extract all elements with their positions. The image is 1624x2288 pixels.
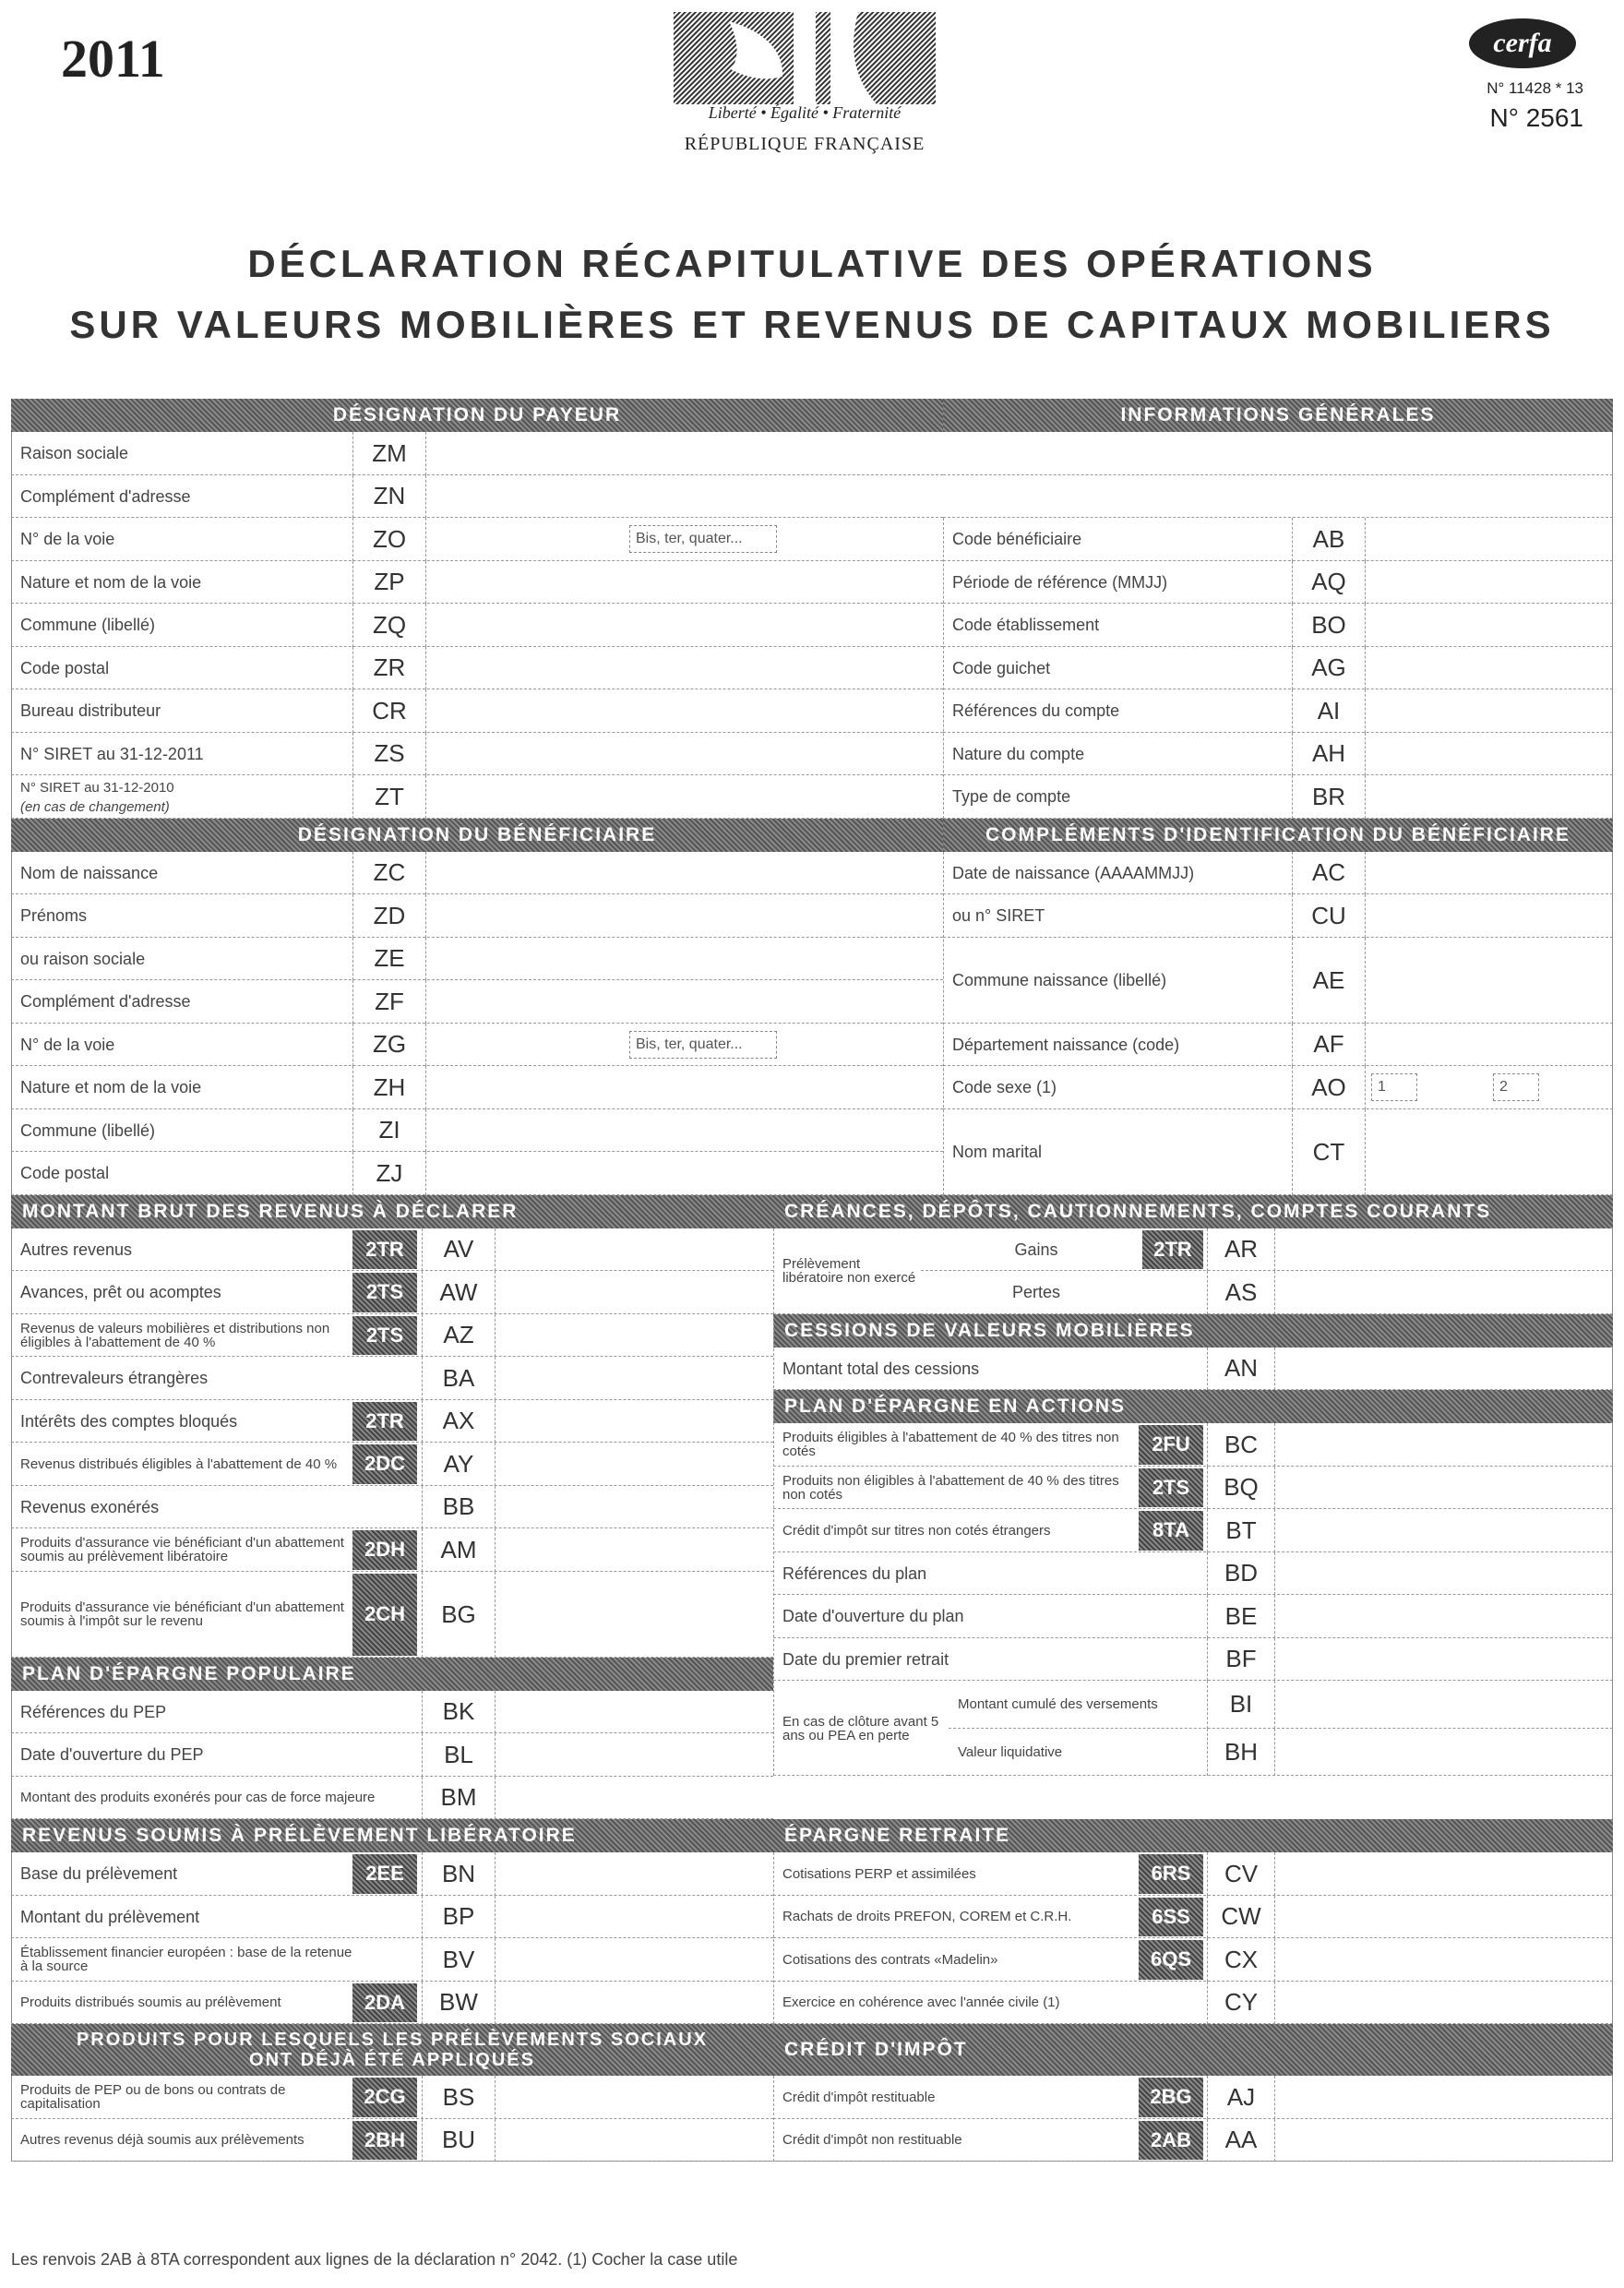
pea-code: BF [1207, 1638, 1275, 1682]
retraite-input[interactable] [1275, 1938, 1613, 1982]
creances-sublabel: Pertes [1011, 1283, 1061, 1302]
cloture-input[interactable] [1275, 1681, 1613, 1729]
complement-input[interactable] [1366, 894, 1613, 938]
montant-code: AV [422, 1228, 496, 1272]
payeur-code: ZM [352, 432, 426, 475]
retraite-input[interactable] [1275, 1852, 1613, 1896]
payeur-code: ZS [352, 733, 426, 776]
montant-label: Autres revenus [20, 1240, 133, 1259]
pep-input[interactable] [496, 1733, 773, 1777]
line-reference: 2TR [352, 1402, 417, 1442]
cerfa-logo [1467, 17, 1578, 70]
beneficiaire-input[interactable] [426, 852, 943, 895]
creances-input[interactable] [1275, 1228, 1613, 1272]
republic-name: RÉPUBLIQUE FRANÇAISE [684, 134, 925, 154]
divider [773, 1228, 774, 1777]
montant-input[interactable] [496, 1528, 773, 1572]
complement-label: ou n° SIRET [952, 906, 1045, 926]
payeur-code: ZO [352, 518, 426, 561]
cloture-label: En cas de clôture avant 5 ans ou PEA en perte [782, 1713, 939, 1743]
pea-input[interactable] [1275, 1423, 1613, 1467]
creances-label: Prélèvement libératoire non exercé [782, 1256, 916, 1286]
section-pea: PLAN D'ÉPARGNE EN ACTIONS [773, 1390, 1613, 1423]
pea-label: Références du plan [782, 1563, 927, 1583]
complement-input[interactable] [1366, 1109, 1613, 1195]
complement-input[interactable] [1366, 852, 1613, 895]
creances-code: AR [1207, 1228, 1275, 1272]
pea-label: Date du premier retrait [782, 1649, 949, 1669]
credit-label: Crédit d'impôt non restituable [782, 2132, 962, 2149]
pep-code: BK [422, 1691, 496, 1734]
cloture-input[interactable] [1275, 1729, 1613, 1777]
form-title-line-1: DÉCLARATION RÉCAPITULATIVE DES OPÉRATIONS [247, 242, 1377, 285]
beneficiaire-input[interactable] [426, 1066, 943, 1109]
credit-code: AA [1207, 2119, 1275, 2162]
info-input[interactable] [1366, 733, 1613, 776]
info-input[interactable] [1366, 689, 1613, 733]
pea-input[interactable] [1275, 1552, 1613, 1596]
sex-option-2[interactable]: 2 [1493, 1073, 1539, 1101]
info-input[interactable] [1366, 561, 1613, 605]
pea-code: BC [1207, 1423, 1275, 1467]
beneficiaire-code: ZG [352, 1024, 426, 1067]
info-input[interactable] [1366, 775, 1613, 819]
payeur-label: N° de la voie [20, 530, 115, 549]
beneficiaire-label: Nature et nom de la voie [20, 1078, 202, 1097]
payeur-label: Commune (libellé) [20, 616, 156, 635]
montant-label: Revenus de valeurs mobilières et distributions non éligibles à l'abattement de 40 % [20, 1320, 330, 1350]
pep-code: BM [422, 1777, 496, 1820]
beneficiaire-code: ZC [352, 852, 426, 895]
prelevement-input[interactable] [496, 1938, 773, 1982]
line-reference: 2TS [352, 1273, 417, 1312]
info-code: AB [1292, 518, 1366, 561]
montant-input[interactable] [496, 1443, 773, 1486]
pea-code: BQ [1207, 1467, 1275, 1510]
beneficiaire-code: ZI [352, 1109, 426, 1153]
complement-input[interactable] [1366, 938, 1613, 1024]
payeur-input[interactable] [426, 647, 943, 690]
payeur-label: Bureau distributeur [20, 701, 161, 721]
montant-code: BG [422, 1572, 496, 1658]
cerfa-number: N° 11428 * 13 [1487, 79, 1583, 97]
divider [773, 2076, 774, 2162]
retraite-input[interactable] [1275, 1982, 1613, 2025]
section-pep: PLAN D'ÉPARGNE POPULAIRE [11, 1658, 773, 1691]
divider [943, 518, 944, 819]
beneficiaire-input[interactable] [426, 980, 943, 1024]
payeur-row-wide [943, 475, 1613, 519]
payeur-label: Code postal [20, 658, 110, 677]
prelevement-label: Établissement financier européen : base de la retenue à la source [20, 1945, 352, 1975]
montant-label: Revenus exonérés [20, 1497, 160, 1516]
line-reference: 2DC [352, 1444, 417, 1484]
montant-code: AZ [422, 1314, 496, 1358]
payeur-label: Raison sociale [20, 444, 129, 463]
info-code: AI [1292, 689, 1366, 733]
sociaux-input[interactable] [496, 2076, 773, 2119]
payeur-code: ZQ [352, 604, 426, 647]
info-code: BR [1292, 775, 1366, 819]
section-cessions: CESSIONS DE VALEURS MOBILIÈRES [773, 1314, 1613, 1348]
info-code: AG [1292, 647, 1366, 690]
creances-input[interactable] [1275, 1271, 1613, 1314]
pea-input[interactable] [1275, 1467, 1613, 1510]
bis-ter-field[interactable]: Bis, ter, quater... [629, 1031, 777, 1059]
montant-code: AM [422, 1528, 496, 1572]
credit-code: AJ [1207, 2076, 1275, 2119]
section-creances: CRÉANCES, DÉPÔTS, CAUTIONNEMENTS, COMPTES COURANTS [773, 1195, 1613, 1228]
section-sociaux [11, 2024, 773, 2076]
form-title-line-2: SUR VALEURS MOBILIÈRES ET REVENUS DE CAPITAUX MOBILIERS [69, 303, 1555, 346]
cloture-sublabel: Montant cumulé des versements [958, 1696, 1158, 1713]
section-prelevement: REVENUS SOUMIS À PRÉLÈVEMENT LIBÉRATOIRE [11, 1819, 773, 1852]
info-input[interactable] [1366, 518, 1613, 561]
montant-code: AY [422, 1443, 496, 1486]
complement-label: Département naissance (code) [952, 1035, 1180, 1054]
line-reference: 2BG [1139, 2078, 1203, 2117]
complement-code: CU [1292, 894, 1366, 938]
beneficiaire-input[interactable] [426, 938, 943, 981]
prelevement-code: BV [422, 1938, 496, 1982]
pep-input[interactable] [496, 1691, 773, 1734]
cessions-input[interactable] [1275, 1348, 1613, 1391]
info-input[interactable] [1366, 604, 1613, 647]
pea-code: BD [1207, 1552, 1275, 1596]
prelevement-code: BN [422, 1852, 496, 1896]
retraite-label: Cotisations des contrats «Madelin» [782, 1951, 998, 1968]
info-input[interactable] [1366, 647, 1613, 690]
montant-input[interactable] [496, 1314, 773, 1358]
montant-input[interactable] [496, 1572, 773, 1658]
complement-code: AO [1292, 1066, 1366, 1109]
prelevement-input[interactable] [496, 1896, 773, 1939]
prelevement-label: Produits distribués soumis au prélèvement [20, 1995, 281, 2011]
line-reference: 2BH [352, 2121, 417, 2161]
sociaux-label: Autres revenus déjà soumis aux prélèvements [20, 2132, 304, 2149]
line-reference: 2TS [1139, 1468, 1203, 1508]
payeur-label: N° SIRET au 31-12-2011 [20, 744, 204, 763]
prelevement-label: Montant du prélèvement [20, 1907, 200, 1926]
prelevement-code: BW [422, 1982, 496, 2025]
payeur-label: Nature et nom de la voie [20, 572, 202, 592]
beneficiaire-label: ou raison sociale [20, 949, 146, 968]
montant-input[interactable] [496, 1486, 773, 1529]
section-retraite: ÉPARGNE RETRAITE [773, 1819, 1613, 1852]
credit-input[interactable] [1275, 2076, 1613, 2119]
info-label: Type de compte [952, 787, 1071, 807]
line-reference: 2CH [352, 1574, 417, 1656]
beneficiaire-input[interactable] [426, 894, 943, 938]
prelevement-code: BP [422, 1896, 496, 1939]
form-year: 2011 [61, 29, 165, 89]
payeur-code: ZT [352, 775, 426, 819]
complement-code: CT [1292, 1109, 1366, 1195]
payeur-sublabel: (en cas de changement) [20, 798, 170, 815]
payeur-code: CR [352, 689, 426, 733]
beneficiaire-input[interactable] [426, 1109, 943, 1153]
info-label: Code bénéficiaire [952, 530, 1082, 549]
retraite-code: CW [1207, 1896, 1275, 1939]
beneficiaire-label: Prénoms [20, 906, 88, 926]
payeur-code: ZR [352, 647, 426, 690]
section-sociaux-line-1: PRODUITS POUR LESQUELS LES PRÉLÈVEMENTS SOCIAUX [76, 2030, 709, 2050]
divider [773, 1852, 774, 2024]
pep-label: Date d'ouverture du PEP [20, 1745, 204, 1765]
prelevement-label: Base du prélèvement [20, 1864, 178, 1884]
beneficiaire-code: ZF [352, 980, 426, 1024]
line-reference: 8TA [1139, 1511, 1203, 1551]
complement-label: Commune naissance (libellé) [952, 971, 1167, 989]
line-reference: 2FU [1139, 1425, 1203, 1465]
retraite-code: CY [1207, 1982, 1275, 2025]
creances-block [773, 1228, 921, 1314]
pea-input[interactable] [1275, 1595, 1613, 1638]
complement-code: AF [1292, 1024, 1366, 1067]
payeur-input[interactable] [426, 561, 943, 605]
divider [943, 852, 944, 1195]
cloture-code: BH [1207, 1729, 1275, 1777]
info-label: Code guichet [952, 658, 1051, 677]
montant-code: AW [422, 1271, 496, 1314]
info-label: Références du compte [952, 701, 1120, 721]
pep-input[interactable] [496, 1777, 773, 1820]
payeur-code: ZN [352, 475, 426, 519]
footer-note: Les renvois 2AB à 8TA correspondent aux lignes de la déclaration n° 2042. (1) Cocher la case utile [11, 2250, 738, 2269]
pea-input[interactable] [1275, 1509, 1613, 1552]
montant-input[interactable] [496, 1357, 773, 1400]
section-sociaux-line-2: ONT DÉJÀ ÉTÉ APPLIQUÉS [249, 2050, 535, 2070]
pea-input[interactable] [1275, 1638, 1613, 1682]
pep-code: BL [422, 1733, 496, 1777]
retraite-code: CV [1207, 1852, 1275, 1896]
beneficiaire-code: ZH [352, 1066, 426, 1109]
pea-label: Produits non éligibles à l'abattement de 40 % des titres non cotés [782, 1472, 1119, 1503]
complement-code: AE [1292, 938, 1366, 1024]
montant-input[interactable] [496, 1400, 773, 1443]
sociaux-label: Produits de PEP ou de bons ou contrats de capitalisation [20, 2082, 286, 2113]
line-reference: 2AB [1139, 2121, 1203, 2161]
marianne-logo [674, 7, 936, 118]
payeur-input[interactable] [426, 689, 943, 733]
retraite-input[interactable] [1275, 1896, 1613, 1939]
retraite-label: Rachats de droits PREFON, COREM et C.R.H. [782, 1909, 1072, 1925]
section-complements: COMPLÉMENTS D'IDENTIFICATION DU BÉNÉFICIAIRE [943, 819, 1613, 852]
republic-motto: Liberté • Égalité • Fraternité [708, 103, 902, 122]
montant-code: BB [422, 1486, 496, 1529]
svg-text:cerfa: cerfa [1493, 28, 1552, 58]
section-credit: CRÉDIT D'IMPÔT [773, 2024, 1613, 2076]
montant-input[interactable] [496, 1271, 773, 1314]
prelevement-input[interactable] [496, 1852, 773, 1896]
beneficiaire-label: Complément d'adresse [20, 992, 191, 1012]
line-reference: 2EE [352, 1854, 417, 1894]
complement-label: Code sexe (1) [952, 1078, 1057, 1097]
info-label: Période de référence (MMJJ) [952, 572, 1168, 592]
cloture-code: BI [1207, 1681, 1275, 1729]
info-code: AQ [1292, 561, 1366, 605]
montant-label: Produits d'assurance vie bénéficiant d'un abattement soumis à l'impôt sur le revenu [20, 1599, 344, 1629]
info-label: Code établissement [952, 616, 1100, 635]
beneficiaire-label: Commune (libellé) [20, 1120, 156, 1140]
line-reference: 6RS [1139, 1854, 1203, 1894]
pea-label: Crédit d'impôt sur titres non cotés étrangers [782, 1522, 1051, 1539]
complement-input[interactable] [1366, 1024, 1613, 1067]
payeur-input[interactable] [426, 733, 943, 776]
line-reference: 2TR [1142, 1230, 1203, 1270]
section-payeur: DÉSIGNATION DU PAYEUR [11, 399, 943, 432]
line-reference: 2TS [352, 1316, 417, 1356]
cessions-code: AN [1207, 1348, 1275, 1391]
beneficiaire-label: N° de la voie [20, 1035, 115, 1054]
bis-ter-field[interactable]: Bis, ter, quater... [629, 525, 777, 553]
beneficiaire-code: ZD [352, 894, 426, 938]
sex-option-1[interactable]: 1 [1371, 1073, 1417, 1101]
cessions-label: Montant total des cessions [782, 1359, 980, 1378]
beneficiaire-label: Nom de naissance [20, 863, 159, 882]
info-code: AH [1292, 733, 1366, 776]
pea-label: Produits éligibles à l'abattement de 40 % des titres non cotés [782, 1430, 1119, 1460]
form-number: N° 2561 [1489, 103, 1583, 132]
payeur-input[interactable] [426, 604, 943, 647]
payeur-code: ZP [352, 561, 426, 605]
section-beneficiaire: DÉSIGNATION DU BÉNÉFICIAIRE [11, 819, 943, 852]
section-montant-brut: MONTANT BRUT DES REVENUS À DÉCLARER [11, 1195, 773, 1228]
beneficiaire-input[interactable] [426, 1152, 943, 1195]
montant-label: Intérêts des comptes bloqués [20, 1411, 238, 1431]
pea-code: BT [1207, 1509, 1275, 1552]
line-reference: 2CG [352, 2078, 417, 2117]
retraite-label: Exercice en cohérence avec l'année civile (1) [782, 1995, 1060, 2011]
montant-label: Contrevaleurs étrangères [20, 1369, 209, 1388]
montant-code: BA [422, 1357, 496, 1400]
info-code: BO [1292, 604, 1366, 647]
line-reference: 6QS [1139, 1940, 1203, 1980]
beneficiaire-code: ZJ [352, 1152, 426, 1195]
complement-code: AC [1292, 852, 1366, 895]
info-label: Nature du compte [952, 744, 1085, 763]
prelevement-input[interactable] [496, 1982, 773, 2025]
beneficiaire-label: Code postal [20, 1164, 110, 1183]
creances-code: AS [1207, 1271, 1275, 1314]
montant-label: Avances, prêt ou acomptes [20, 1283, 221, 1302]
pep-label: Montant des produits exonérés pour cas de force majeure [20, 1790, 376, 1806]
cloture-sublabel: Valeur liquidative [958, 1743, 1063, 1760]
montant-label: Produits d'assurance vie bénéficiant d'un abattement soumis au prélèvement libératoire [20, 1535, 344, 1565]
line-reference: 2DH [352, 1530, 417, 1570]
cloture-block [773, 1681, 949, 1776]
montant-code: AX [422, 1400, 496, 1443]
payeur-input[interactable] [426, 775, 943, 819]
retraite-label: Cotisations PERP et assimilées [782, 1865, 976, 1882]
retraite-code: CX [1207, 1938, 1275, 1982]
beneficiaire-code: ZE [352, 938, 426, 981]
line-reference: 2TR [352, 1230, 417, 1270]
pep-label: Références du PEP [20, 1702, 167, 1721]
credit-input[interactable] [1275, 2119, 1613, 2162]
complement-label: Nom marital [952, 1143, 1043, 1161]
pea-code: BE [1207, 1595, 1275, 1638]
creances-sublabel: Gains [1014, 1240, 1058, 1259]
sociaux-code: BS [422, 2076, 496, 2119]
payeur-label: N° SIRET au 31-12-2010 [20, 779, 174, 796]
montant-label: Revenus distribués éligibles à l'abattement de 40 % [20, 1455, 338, 1472]
sociaux-input[interactable] [496, 2119, 773, 2162]
section-infos: INFORMATIONS GÉNÉRALES [943, 399, 1613, 432]
line-reference: 2DA [352, 1983, 417, 2023]
credit-label: Crédit d'impôt restituable [782, 2089, 936, 2105]
payeur-label: Complément d'adresse [20, 486, 191, 506]
payeur-row-wide [943, 432, 1613, 475]
complement-label: Date de naissance (AAAAMMJJ) [952, 863, 1195, 882]
line-reference: 6SS [1139, 1898, 1203, 1937]
declaration-form [11, 399, 1613, 2235]
pea-label: Date d'ouverture du plan [782, 1607, 964, 1626]
sociaux-code: BU [422, 2119, 496, 2162]
montant-input[interactable] [496, 1228, 773, 1272]
